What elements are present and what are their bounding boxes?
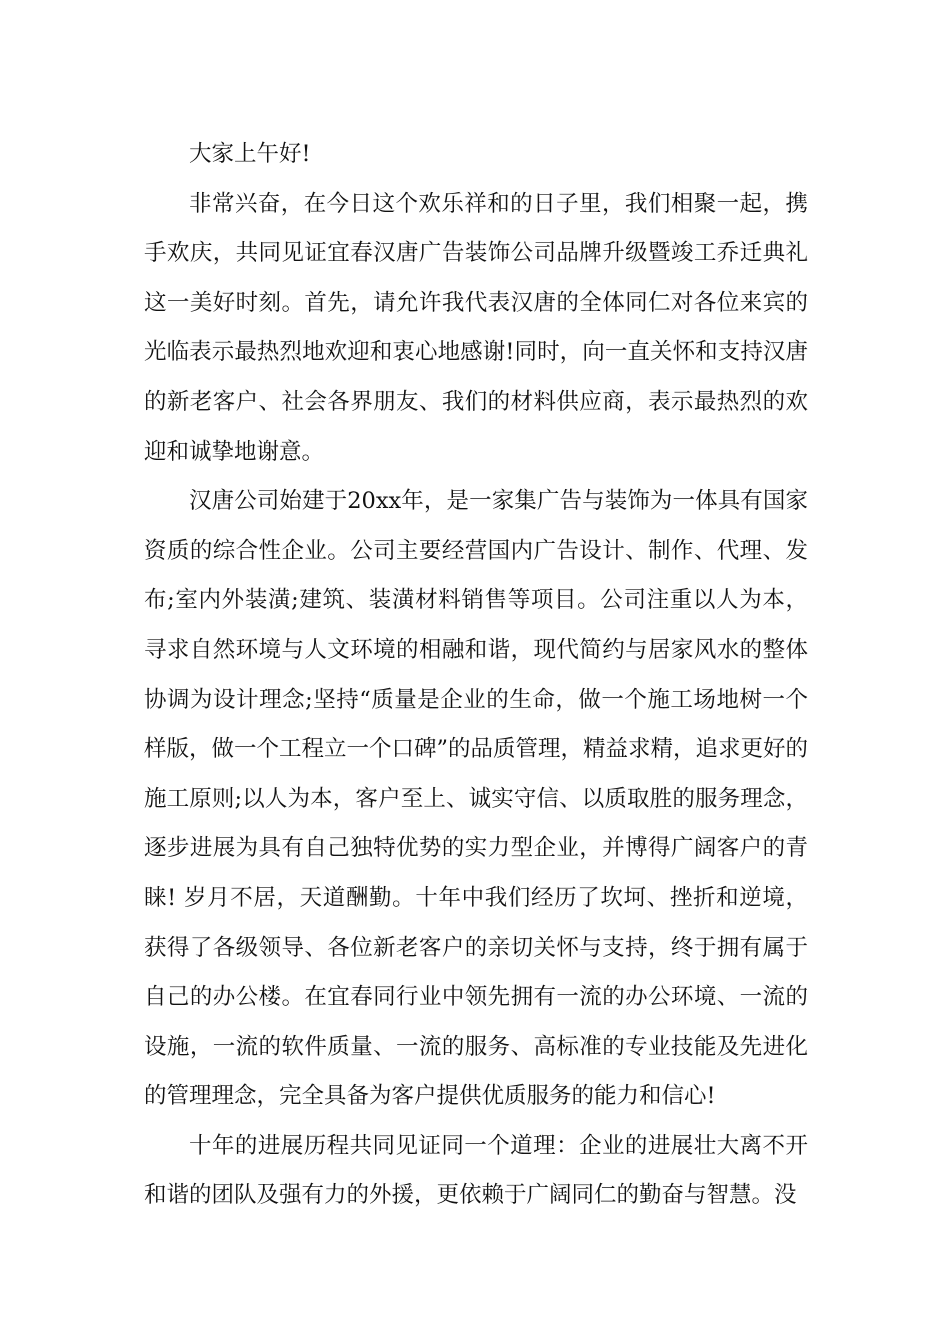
paragraph-company-profile: 汉唐公司始建于20xx年，是一家集广告与装饰为一体具有国家资质的综合性企业。公司主要经营国内广告设计、制作、代理、发布;室内外装潢;建筑、装潢材料销售等项目。公司注重以人为本，寻求自然环境与人文环境的相融和谐，现代简约与居家风水的整体协调为设计理念;坚持“质量是企业的生命，做一个施工场地树一个样版，做一个工程立一个口碑”的品质管理，精益求精，追求更好的施工原则;以人为本，客户至上、诚实守信、以质取胜的服务理念，逐步进展为具有自己独特优势的实力型企业，并博得广阔客户的青睐! 岁月不居，天道酬勤。十年中我们经历了坎坷、挫折和逆境，获得了各级领导、各位新老客户的亲切关怀与支持，终于拥有属于自己的办公楼。在宜春同行业中领先拥有一流的办公环境、一流的设施，一流的软件质量、一流的服务、高标准的专业技能及先进化的管理理念，完全具备为客户提供优质服务的能力和信心!: [144, 488, 809, 1110]
document-body: [144, 130, 808, 1221]
paragraph-welcome: 非常兴奋，在今日这个欢乐祥和的日子里，我们相聚一起，携手欢庆，共同见证宜春汉唐广告装饰公司品牌升级暨竣工乔迁典礼这一美好时刻。首先，请允许我代表汉唐的全体同仁对各位来宾的光临表示最热烈地欢迎和衷心地感谢!同时，向一直关怀和支持汉唐的新老客户、社会各界朋友、我们的材料供应商，表示最热烈的欢迎和诚挚地谢意。: [144, 190, 808, 465]
greeting: 大家上午好!: [189, 141, 311, 167]
paragraph-development: 十年的进展历程共同见证同一个道理：企业的进展壮大离不开和谐的团队及强有力的外援，更依赖于广阔同仁的勤奋与智慧。没: [144, 1132, 808, 1209]
